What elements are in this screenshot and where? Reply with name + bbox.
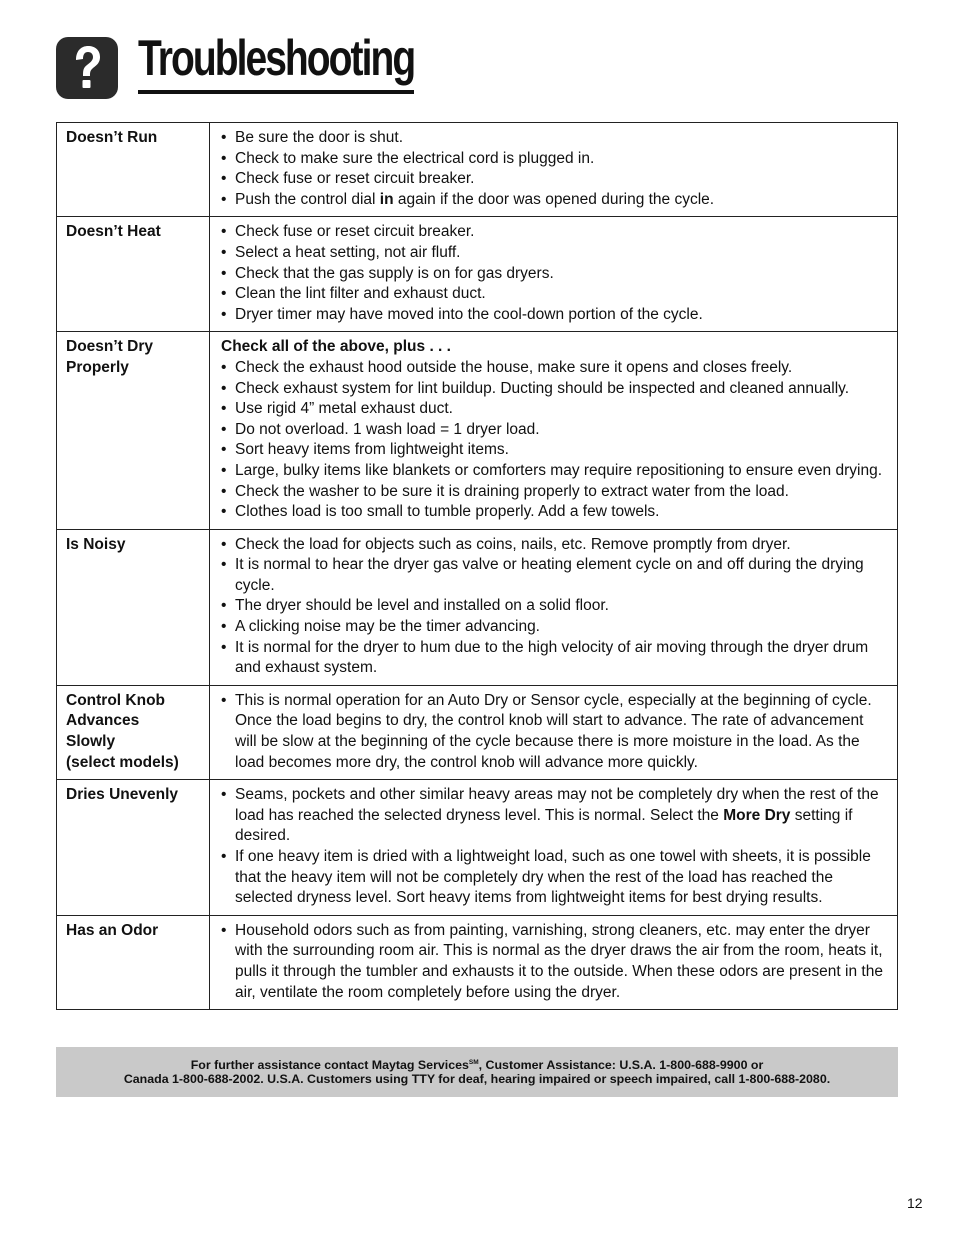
- solution-text: Check exhaust system for lint buildup. Ducting should be inspected and cleaned annually.: [235, 379, 850, 397]
- solution-list: [221, 128, 889, 210]
- solution-text: Dryer timer may have moved into the cool-down portion of the cycle.: [235, 305, 703, 323]
- solution-lead: Check all of the above, plus . . .: [221, 338, 451, 356]
- list-item: [221, 596, 889, 617]
- solution-cell: [210, 780, 898, 916]
- solution-text: Large, bulky items like blankets or comforters may require repositioning to ensure even drying.: [235, 461, 883, 479]
- solution-text: Check the washer to be sure it is draining properly to extract water from the load.: [235, 482, 789, 500]
- list-item: [221, 284, 889, 305]
- problem-cell: [57, 217, 210, 332]
- solution-text: Check the exhaust hood outside the house, make sure it opens and closes freely.: [235, 358, 793, 376]
- solution-text: Be sure the door is shut.: [235, 129, 404, 146]
- list-item: [221, 420, 889, 441]
- page-title: Troubleshooting: [138, 30, 415, 86]
- list-item: [221, 305, 889, 326]
- question-mark-icon: [56, 37, 118, 99]
- solution-list: [221, 358, 889, 523]
- problem-label: Is Noisy: [66, 535, 126, 553]
- table-row: [57, 123, 898, 217]
- solution-text: Household odors such as from painting, varnishing, strong cleaners, etc. may enter the dryer with the surrounding room air. This is normal as the dryer draws the air from the room, heats it, pulls it through the tumbler and exhausts it to the outside. When these odors are present in the air, ventilate the room completely before using the dryer.: [235, 921, 883, 1001]
- table-row: [57, 529, 898, 685]
- problem-label: Dries Unevenly: [66, 786, 178, 804]
- list-item: [221, 190, 889, 211]
- table-row: [57, 915, 898, 1009]
- footer-line-2: Canada 1-800-688-2002. U.S.A. Customers using TTY for deaf, hearing impaired or speech impaired, call 1-800-688-2080.: [123, 1072, 831, 1086]
- solution-text: Push the control dial: [235, 190, 380, 208]
- solution-list: [221, 785, 889, 909]
- problem-cell: [57, 915, 210, 1009]
- solution-cell: [210, 332, 898, 529]
- solution-cell: [210, 529, 898, 685]
- page-number: 12: [907, 1195, 923, 1211]
- solution-text: Check to make sure the electrical cord is plugged in.: [235, 149, 595, 167]
- table-row: [57, 685, 898, 779]
- list-item: [221, 149, 889, 170]
- problem-label: Doesn’t Run: [66, 129, 158, 146]
- solution-list: [221, 222, 889, 325]
- solution-list: [221, 921, 889, 1003]
- solution-text: The dryer should be level and installed on a solid floor.: [235, 597, 609, 615]
- list-item: [221, 264, 889, 285]
- title-underline: [138, 90, 414, 94]
- list-item: [221, 482, 889, 503]
- problem-label: Slowly: [66, 733, 116, 751]
- solution-text: Check fuse or reset circuit breaker.: [235, 223, 475, 241]
- list-item: [221, 440, 889, 461]
- list-item: [221, 379, 889, 400]
- problem-label: Doesn’t Heat: [66, 223, 161, 241]
- problem-label: (select models): [66, 753, 179, 771]
- list-item: [221, 535, 889, 556]
- solution-emphasis: in: [379, 190, 394, 208]
- list-item: [221, 169, 889, 190]
- solution-text: It is normal for the dryer to hum due to the high velocity of air moving through the dryer drum and exhaust system.: [235, 638, 869, 677]
- solution-text: again if the door was opened during the cycle.: [393, 190, 715, 208]
- solution-text: Select a heat setting, not air fluff.: [235, 243, 461, 261]
- solution-text: Use rigid 4” metal exhaust duct.: [235, 400, 453, 418]
- problem-cell: [57, 529, 210, 685]
- list-item: [221, 785, 889, 847]
- footer-line-1: For further assistance contact Maytag Services℠, Customer Assistance: U.S.A. 1-800-688-9900 or: [190, 1058, 764, 1072]
- list-item: [221, 691, 889, 773]
- table-row: [57, 217, 898, 332]
- problem-label: Has an Odor: [66, 921, 159, 939]
- table-row: [57, 332, 898, 529]
- problem-cell: [57, 780, 210, 916]
- problem-label: Control Knob: [66, 691, 166, 709]
- solution-text: Check that the gas supply is on for gas dryers.: [235, 264, 554, 282]
- list-item: [221, 358, 889, 379]
- solution-text: Clothes load is too small to tumble properly. Add a few towels.: [235, 503, 660, 521]
- solution-text: Clean the lint filter and exhaust duct.: [235, 285, 486, 303]
- problem-cell: [57, 685, 210, 779]
- troubleshooting-table: [56, 122, 898, 1010]
- solution-text: Seams, pockets and other similar heavy areas may not be completely dry when the rest of the load has reached the selected dryness level. This is normal. Select the: [235, 786, 879, 824]
- problem-label: Advances: [66, 712, 140, 730]
- list-item: [221, 617, 889, 638]
- solution-list: [221, 691, 889, 773]
- problem-cell: [57, 332, 210, 529]
- solution-text: Do not overload. 1 wash load = 1 dryer load.: [235, 420, 540, 438]
- list-item: [221, 638, 889, 679]
- list-item: [221, 502, 889, 523]
- list-item: [221, 555, 889, 596]
- list-item: [221, 128, 889, 149]
- list-item: [221, 399, 889, 420]
- table-row: [57, 780, 898, 916]
- solution-text: It is normal to hear the dryer gas valve or heating element cycle on and off during the drying cycle.: [235, 556, 864, 594]
- list-item: [221, 921, 889, 1003]
- solution-text: This is normal operation for an Auto Dry or Sensor cycle, especially at the beginning of cycle. Once the load begins to dry, the control knob will start to advance. The rate of advancement will be slow at the beginning of the cycle because there is more moisture in the load. As the load becomes more dry, the control knob will advance more quickly.: [235, 691, 872, 771]
- solution-text: If one heavy item is dried with a lightweight load, such as one towel with sheets, it is possible that the heavy item will not be completely dry when the rest of the load has reached the selected dryness level. Sort heavy items from lightweight items for best drying results.: [235, 848, 871, 907]
- list-item: [221, 461, 889, 482]
- solution-text: Check fuse or reset circuit breaker.: [235, 170, 475, 188]
- list-item: [221, 847, 889, 909]
- solution-cell: [210, 685, 898, 779]
- solution-text: Sort heavy items from lightweight items.: [235, 441, 509, 459]
- solution-text: Check the load for objects such as coins, nails, etc. Remove promptly from dryer.: [235, 535, 791, 553]
- list-item: [221, 243, 889, 264]
- solution-cell: [210, 915, 898, 1009]
- solution-emphasis: More Dry: [723, 806, 791, 824]
- problem-label: Doesn’t Dry: [66, 338, 153, 356]
- solution-list: [221, 535, 889, 679]
- problem-cell: [57, 123, 210, 217]
- assistance-footer: [56, 1047, 898, 1097]
- solution-text: A clicking noise may be the timer advancing.: [235, 618, 540, 636]
- solution-cell: [210, 217, 898, 332]
- list-item: [221, 222, 889, 243]
- problem-label: Properly: [66, 358, 129, 376]
- solution-text: setting if desired.: [235, 806, 853, 845]
- solution-cell: [210, 123, 898, 217]
